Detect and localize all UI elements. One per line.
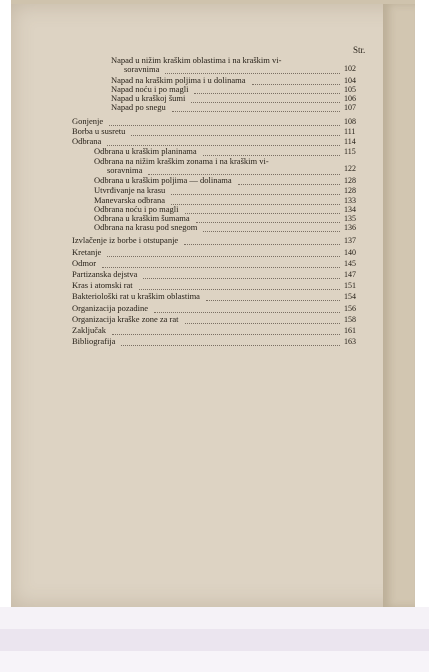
toc-leader-dots (148, 165, 340, 175)
toc-leader-dots (172, 102, 340, 112)
toc-page-number: 105 (344, 85, 356, 94)
toc-page-number: 156 (344, 304, 356, 313)
background-stripe (0, 629, 429, 651)
toc-leader-dots (139, 280, 340, 290)
toc-leader-dots (121, 336, 340, 346)
toc-entry-odmor: Odmor (72, 258, 97, 268)
toc-page-number: 128 (344, 186, 356, 195)
toc-leader-dots (184, 235, 340, 245)
toc-entry-napad-snegu: Napad po snegu (111, 102, 166, 112)
toc-page-number: 107 (344, 103, 356, 112)
toc-page-number: 134 (344, 205, 356, 214)
toc-page-number: 108 (344, 117, 356, 126)
toc-page-number: 136 (344, 223, 356, 232)
toc-entry-odbrana-planinama: Odbrana u kraškim planinama (94, 146, 197, 156)
toc-page-number: 111 (344, 127, 356, 136)
toc-entry-napad-poljima: Napad na kraškim poljima i u dolinama (111, 75, 246, 85)
toc-entry-bibliografija: Bibliografija (72, 336, 116, 346)
toc-entry-continuation: soravnima (107, 165, 143, 175)
toc-entry-organizacija-zone: Organizacija kraške zone za rat (72, 314, 179, 324)
toc-entry-napad-sumi: Napad u kraškoj šumi (111, 93, 186, 103)
toc-entry-napad-noc: Napad noću i po magli (111, 84, 189, 94)
toc-page-number: 154 (344, 292, 356, 301)
toc-entry-organizacija-pozadine: Organizacija pozadine (72, 303, 149, 313)
toc-entry-bakterioloski: Bakteriološki rat u kraškim oblastima (72, 291, 200, 301)
toc-page-number: 114 (344, 137, 356, 146)
toc-leader-dots (107, 136, 340, 146)
toc-leader-dots (238, 175, 340, 185)
toc-leader-dots (154, 303, 340, 313)
background-stripe (0, 651, 429, 672)
toc-page-number: 145 (344, 259, 356, 268)
toc-leader-dots (206, 291, 340, 301)
toc-entry-izvlacenje: Izvlačenje iz borbe i otstupanje (72, 235, 179, 245)
toc-entry-manevarska: Manevarska odbrana (94, 195, 166, 205)
toc-page-number: 137 (344, 236, 356, 245)
toc-entry-partizanska: Partizanska dejstva (72, 269, 138, 279)
toc-entry-odbrana-sumama: Odbrana u kraškim šumama (94, 213, 190, 223)
toc-page-number: 140 (344, 248, 356, 257)
toc-entry-odbrana-snegom: Odbrana na krasu pod snegom (94, 222, 198, 232)
toc-page-number: 135 (344, 214, 356, 223)
toc-page-number: 158 (344, 315, 356, 324)
toc-leader-dots (185, 314, 340, 324)
toc-page-number: 147 (344, 270, 356, 279)
toc-entry-zakljucak: Zaključak (72, 325, 106, 335)
toc-leader-dots (107, 247, 340, 257)
toc-page-number: 133 (344, 196, 356, 205)
toc-entry-odbrana-noc: Odbrana noću i po magli (94, 204, 179, 214)
background-stripe (0, 607, 429, 629)
toc-entry-odbrana-poljima: Odbrana u kraškim poljima — dolinama (94, 175, 232, 185)
toc-leader-dots (171, 185, 340, 195)
toc-leader-dots (102, 258, 340, 268)
toc-leader-dots (109, 116, 340, 126)
toc-page-number: 106 (344, 94, 356, 103)
toc-entry-borba-susretu: Borba u susretu (72, 126, 126, 136)
toc-page-number: 161 (344, 326, 356, 335)
toc-leader-dots (143, 269, 340, 279)
toc-entry-odbrana-nizim: Odbrana na nižim kraškim zonama i na kraškim vi- (94, 156, 269, 166)
toc-entry-continuation: soravnima (124, 64, 160, 74)
toc-page-number: 122 (344, 164, 356, 173)
toc-entry-kretanje: Kretanje (72, 247, 102, 257)
toc-page-number: 151 (344, 281, 356, 290)
toc-entry-napad-nizim: Napad u nižim kraškim oblastima i na kraškim vi- (111, 55, 282, 65)
toc-leader-dots (203, 222, 340, 232)
toc-page-number: 115 (344, 147, 356, 156)
toc-page-number: 102 (344, 64, 356, 73)
page-column-label: Str. (353, 45, 366, 55)
toc-leader-dots (165, 64, 340, 74)
toc-entry-kras-atomski: Kras i atomski rat (72, 280, 133, 290)
toc-page-number: 163 (344, 337, 356, 346)
toc-entry-utvrdjivanje: Utvrđivanje na krasu (94, 185, 166, 195)
toc-entry-gonjenje: Gonjenje (72, 116, 104, 126)
toc-leader-dots (131, 126, 340, 136)
toc-page-number: 104 (344, 76, 356, 85)
toc-entry-odbrana: Odbrana (72, 136, 102, 146)
toc-page-number: 128 (344, 176, 356, 185)
toc-leader-dots (203, 146, 340, 156)
page-fold-edge (383, 4, 415, 607)
toc-leader-dots (112, 325, 340, 335)
